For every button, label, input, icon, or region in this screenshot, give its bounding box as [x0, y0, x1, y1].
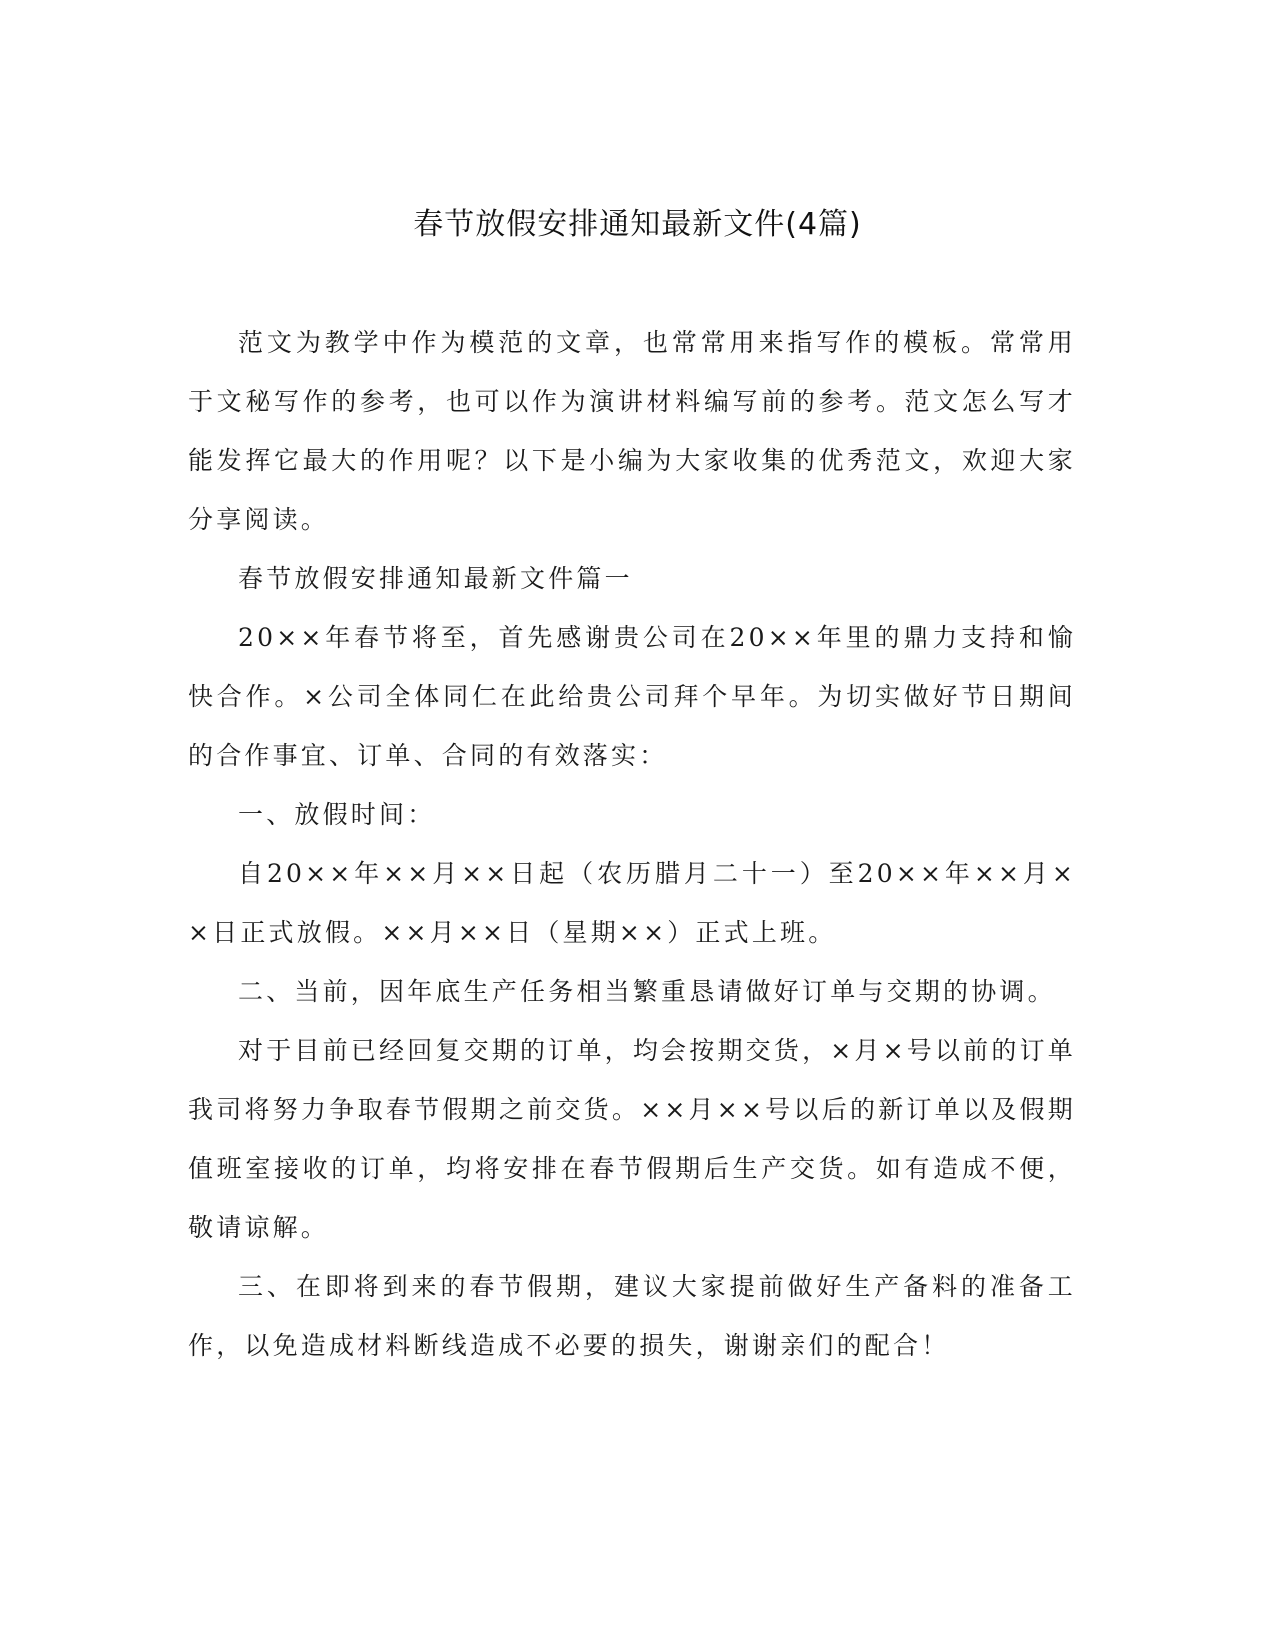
document-title: 春节放假安排通知最新文件(4篇) — [413, 207, 862, 242]
orders-paragraph: 对于目前已经回复交期的订单，均会按期交货，×月×号以前的订单我司将努力争取春节假期之前交货。××月××号以后的新订单以及假期值班室接收的订单，均将安排在春节假期后生产交货。如有造成不便，敬请谅解。 — [188, 1036, 1076, 1242]
item-three-paragraph: 三、在即将到来的春节假期，建议大家提前做好生产备料的准备工作，以免造成材料断线造成不必要的损失，谢谢亲们的配合！ — [188, 1272, 1076, 1360]
greeting-paragraph: 20××年春节将至，首先感谢贵公司在20××年里的鼎力支持和愉快合作。×公司全体同仁在此给贵公司拜个早年。为切实做好节日期间的合作事宜、订单、合同的有效落实： — [188, 623, 1076, 770]
item-one-heading: 一、放假时间： — [238, 800, 436, 829]
holiday-dates-paragraph: 自20××年××月××日起（农历腊月二十一）至20××年××月××日正式放假。××月××日（星期××）正式上班。 — [188, 859, 1076, 947]
document-body — [188, 313, 1076, 1375]
section-heading: 春节放假安排通知最新文件篇一 — [238, 564, 633, 593]
item-two-paragraph: 二、当前，因年底生产任务相当繁重恳请做好订单与交期的协调。 — [238, 977, 1056, 1006]
intro-paragraph: 范文为教学中作为模范的文章，也常常用来指写作的模板。常常用于文秘写作的参考，也可以作为演讲材料编写前的参考。范文怎么写才能发挥它最大的作用呢？以下是小编为大家收集的优秀范文，欢迎大家分享阅读。 — [188, 328, 1076, 534]
